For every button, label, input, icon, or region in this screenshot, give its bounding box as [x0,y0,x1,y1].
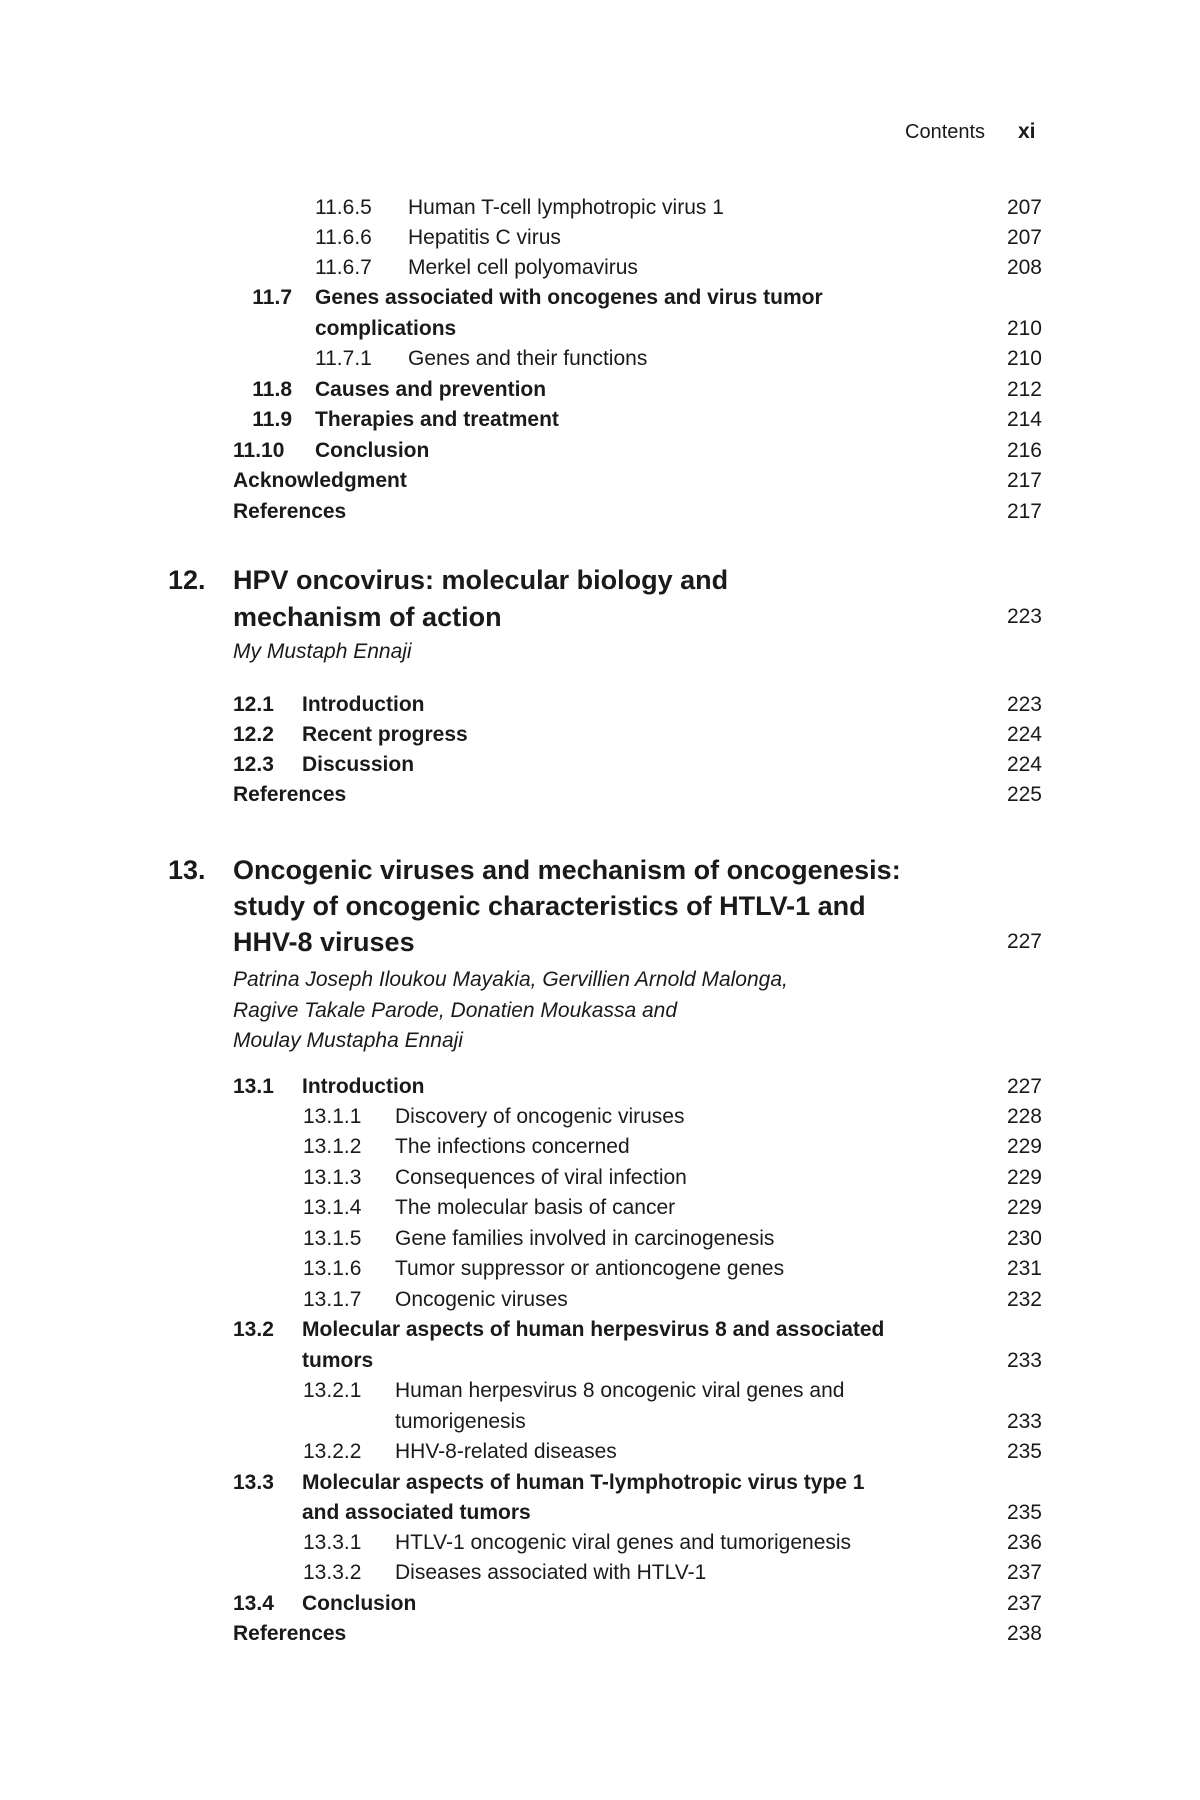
entry-title: Hepatitis C virus [408,226,561,249]
page-number: xi [1018,120,1036,143]
entry-page: 229 [1006,1166,1042,1189]
toc-section[interactable] [0,405,1200,435]
entry-page: 225 [1006,783,1042,806]
entry-number: 13.3.1 [303,1531,362,1554]
running-header-title: Contents [905,121,986,143]
entry-title: tumorigenesis [395,1410,526,1433]
entry-page: 217 [1006,469,1042,492]
section-title: Introduction [302,693,425,716]
entry-title: Human herpesvirus 8 oncogenic viral genes and [395,1379,845,1402]
section-title: Introduction [302,1075,425,1098]
toc-section-continued[interactable] [0,1346,1200,1376]
entry-title: The molecular basis of cancer [395,1196,676,1219]
toc-entry[interactable] [0,1558,1200,1588]
entry-page: 230 [1006,1227,1042,1250]
entry-number: 13.1.4 [303,1196,362,1219]
entry-page: 233 [1006,1410,1042,1433]
section-number: 11.10 [233,439,285,462]
toc-acknowledgment[interactable] [0,466,1200,496]
chapter-13-title-continued[interactable] [0,888,1200,924]
section-title: References [233,783,347,806]
entry-page: 210 [1006,317,1042,340]
entry-title: Human T-cell lymphotropic virus 1 [408,196,724,219]
entry-number: 13.1.2 [303,1135,362,1158]
chapter-authors: Patrina Joseph Iloukou Mayakia, Gervillien Arnold Malonga, [233,968,788,991]
toc-section[interactable] [0,1315,1200,1345]
toc-section[interactable] [0,1468,1200,1498]
toc-entry[interactable] [0,1224,1200,1254]
section-number: 13.2 [233,1318,274,1341]
section-title: Discussion [302,753,415,776]
toc-entry[interactable] [0,1163,1200,1193]
chapter-13-title[interactable] [0,852,1200,888]
chapter-title-line: HHV-8 viruses [233,927,415,957]
section-title: Conclusion [302,1592,417,1615]
toc-entry[interactable] [0,1132,1200,1162]
entry-number: 13.1.1 [303,1105,362,1128]
toc-entry[interactable] [0,1437,1200,1467]
entry-title: Genes and their functions [408,347,648,370]
entry-page: 212 [1006,378,1042,401]
entry-title: Oncogenic viruses [395,1288,568,1311]
entry-title: Consequences of viral infection [395,1166,687,1189]
entry-page: 229 [1006,1135,1042,1158]
entry-title: Merkel cell polyomavirus [408,256,638,279]
section-title: Recent progress [302,723,468,746]
entry-page: 235 [1006,1440,1042,1463]
entry-title: Diseases associated with HTLV-1 [395,1561,707,1584]
section-title: Acknowledgment [233,469,407,492]
entry-title: HTLV-1 oncogenic viral genes and tumorigenesis [395,1531,852,1554]
toc-entry[interactable] [0,344,1200,374]
entry-number: 13.2.1 [303,1379,362,1402]
toc-references[interactable] [0,1619,1200,1649]
entry-page: 237 [1006,1592,1042,1615]
entry-page: 235 [1006,1501,1042,1524]
chapter-number: 13. [168,855,206,885]
toc-section-continued[interactable] [0,314,1200,344]
section-title: Therapies and treatment [315,408,559,431]
entry-page: 228 [1006,1105,1042,1128]
toc-entry-continued[interactable] [0,1407,1200,1437]
toc-entry[interactable] [0,1285,1200,1315]
section-title: Causes and prevention [315,378,547,401]
section-title: and associated tumors [302,1501,531,1524]
section-number: 11.7 [252,286,292,309]
entry-number: 11.7.1 [315,347,372,370]
entry-page: 236 [1006,1531,1042,1554]
entry-page: 208 [1006,256,1042,279]
toc-references[interactable] [0,780,1200,810]
section-number: 13.1 [233,1075,274,1098]
chapter-title-line: mechanism of action [233,602,502,632]
section-number: 11.9 [252,408,292,431]
entry-page: 210 [1006,347,1042,370]
section-title: Molecular aspects of human T-lymphotropic virus type 1 [302,1471,865,1494]
toc-entry[interactable] [0,1376,1200,1406]
entry-page: 229 [1006,1196,1042,1219]
entry-page: 224 [1006,753,1042,776]
entry-title: Gene families involved in carcinogenesis [395,1227,775,1250]
entry-page: 214 [1006,408,1042,431]
chapter-title-line: Oncogenic viruses and mechanism of oncogenesis: [233,855,901,885]
entry-page: 237 [1006,1561,1042,1584]
section-title: References [233,1622,347,1645]
section-number: 12.3 [233,753,274,776]
toc-entry[interactable] [0,1528,1200,1558]
toc-section[interactable] [0,690,1200,720]
toc-entry[interactable] [0,1254,1200,1284]
entry-page: 232 [1006,1288,1042,1311]
section-title: References [233,500,347,523]
entry-page: 224 [1006,723,1042,746]
chapter-title-line: HPV oncovirus: molecular biology and [233,565,729,595]
chapter-page: 223 [1006,605,1042,628]
toc-section[interactable] [0,375,1200,405]
chapter-authors: My Mustaph Ennaji [233,640,412,663]
chapter-12-title[interactable] [0,562,1200,598]
entry-title: HHV-8-related diseases [395,1440,617,1463]
entry-number: 13.1.3 [303,1166,362,1189]
chapter-number: 12. [168,565,206,595]
entry-page: 233 [1006,1349,1042,1372]
section-number: 13.3 [233,1471,274,1494]
chapter-12-title-continued[interactable] [0,599,1200,635]
entry-page: 217 [1006,500,1042,523]
entry-title: Discovery of oncogenic viruses [395,1105,685,1128]
section-title: Genes associated with oncogenes and virus tumor [315,286,823,309]
toc-entry[interactable] [0,1102,1200,1132]
chapter-13-title-continued[interactable] [0,924,1200,960]
toc-entry[interactable] [0,1193,1200,1223]
entry-page: 207 [1006,196,1042,219]
entry-number: 13.2.2 [303,1440,362,1463]
entry-number: 13.1.6 [303,1257,362,1280]
toc-entry[interactable] [0,193,1200,223]
toc-section[interactable] [0,720,1200,750]
toc-entry[interactable] [0,253,1200,283]
toc-entry[interactable] [0,223,1200,253]
toc-section[interactable] [0,436,1200,466]
entry-page: 207 [1006,226,1042,249]
chapter-authors: Moulay Mustapha Ennaji [233,1029,463,1052]
section-number: 13.4 [233,1592,274,1615]
toc-section[interactable] [0,1589,1200,1619]
section-title: Conclusion [315,439,430,462]
section-number: 12.1 [233,693,274,716]
entry-page: 223 [1006,693,1042,716]
section-number: 11.8 [252,378,292,401]
toc-references[interactable] [0,497,1200,527]
entry-number: 11.6.5 [315,196,372,219]
entry-page: 238 [1006,1622,1042,1645]
entry-number: 13.3.2 [303,1561,362,1584]
chapter-page: 227 [1006,930,1042,953]
toc-section[interactable] [0,1072,1200,1102]
entry-number: 13.1.5 [303,1227,362,1250]
entry-page: 216 [1006,439,1042,462]
entry-title: Tumor suppressor or antioncogene genes [395,1257,785,1280]
section-title: tumors [302,1349,374,1372]
toc-section-continued[interactable] [0,1498,1200,1528]
toc-section[interactable] [0,750,1200,780]
entry-number: 11.6.7 [315,256,372,279]
section-title: complications [315,317,457,340]
entry-number: 11.6.6 [315,226,372,249]
entry-page: 231 [1006,1257,1042,1280]
section-number: 12.2 [233,723,274,746]
chapter-title-line: study of oncogenic characteristics of HTLV-1 and [233,891,866,921]
toc-section[interactable] [0,283,1200,313]
entry-number: 13.1.7 [303,1288,362,1311]
entry-page: 227 [1006,1075,1042,1098]
section-title: Molecular aspects of human herpesvirus 8 and associated [302,1318,885,1341]
entry-title: The infections concerned [395,1135,630,1158]
chapter-authors: Ragive Takale Parode, Donatien Moukassa and [233,999,678,1022]
